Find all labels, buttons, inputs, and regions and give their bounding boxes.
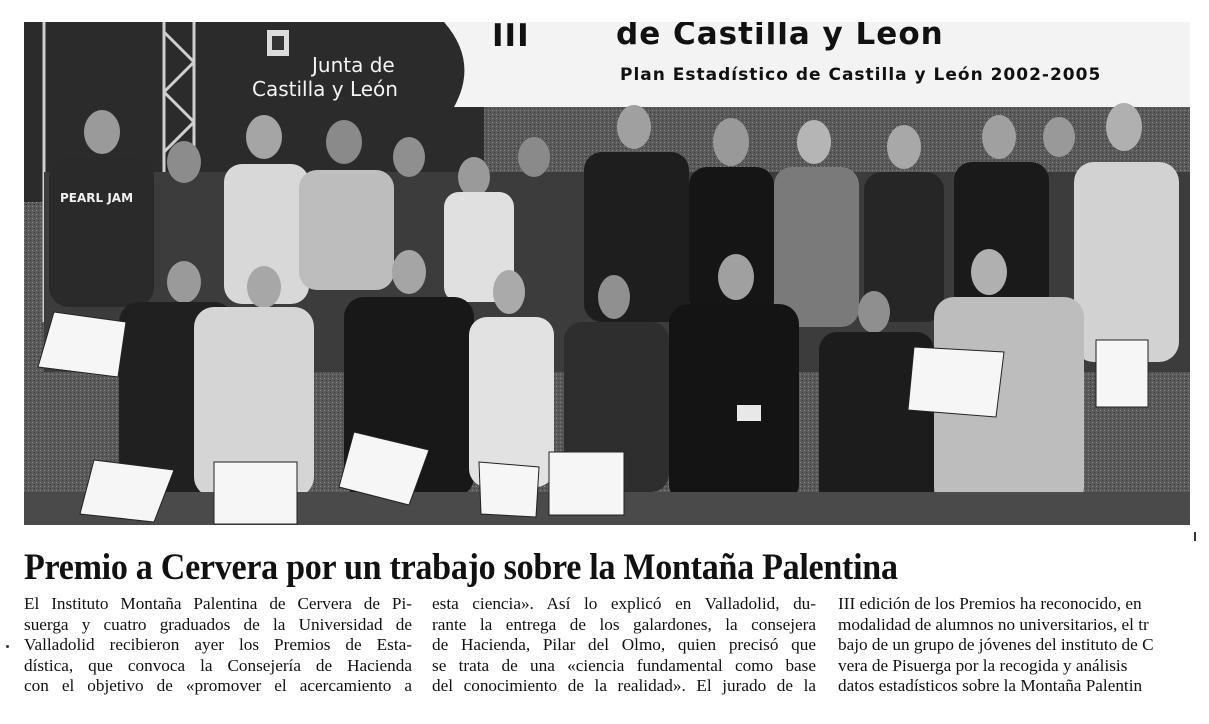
text-line: esta ciencia». Así lo explicó en Valladolid, du- — [432, 594, 816, 613]
text-line: se trata de una «ciencia fundamental como base — [432, 655, 816, 675]
text-line: bajo de un grupo de jóvenes del instituto de C — [838, 635, 1154, 655]
group-photo-illustration — [24, 22, 1190, 525]
article-headline: Premio a Cervera por un trabajo sobre la Montaña Palentina — [24, 547, 898, 588]
text-line: suerga y cuatro graduados de la Universidad de — [24, 614, 412, 634]
text-line: datos estadísticos sobre la Montaña Palentin — [838, 676, 1143, 696]
text-line: El Instituto Montaña Palentina de Cervera de Pi- — [24, 594, 412, 613]
banner-title: de Castilla y Leon — [616, 22, 944, 52]
text-line: dística, que convoca la Consejería de Hacienda — [24, 655, 412, 675]
bullet-mark — [6, 645, 9, 648]
logo-line-1: Junta de — [312, 53, 395, 77]
camera-icon — [737, 405, 761, 421]
article-column-2 — [432, 594, 816, 697]
text-line: III edición de los Premios ha reconocido, en — [838, 594, 1142, 613]
news-photo — [24, 22, 1190, 525]
text-line: con el objetivo de «promover el acercamiento a — [24, 676, 412, 696]
text-line: rante la entrega de los galardones, la consejera — [432, 614, 816, 634]
article-column-3 — [838, 594, 1192, 697]
text-line: modalidad de alumnos no universitarios, el tr — [838, 614, 1149, 634]
logo-line-2: Castilla y León — [252, 77, 398, 101]
shirt-print: PEARL JAM — [60, 191, 134, 205]
text-line: Valladolid recibieron ayer los Premios de Esta- — [24, 635, 412, 655]
banner-subtitle: Plan Estadístico de Castilla y León 2002-2005 — [620, 65, 1102, 85]
text-line: vera de Pisuerga por la recogida y análisis — [838, 655, 1128, 675]
banner-number: III — [492, 22, 530, 54]
text-line: de Hacienda, Pilar del Olmo, quien precisó que — [432, 635, 816, 655]
column-rule-mark — [1194, 532, 1196, 541]
article-column-1 — [24, 594, 412, 697]
text-line: del conocimiento de la realidad». El jurado de la — [432, 676, 816, 696]
